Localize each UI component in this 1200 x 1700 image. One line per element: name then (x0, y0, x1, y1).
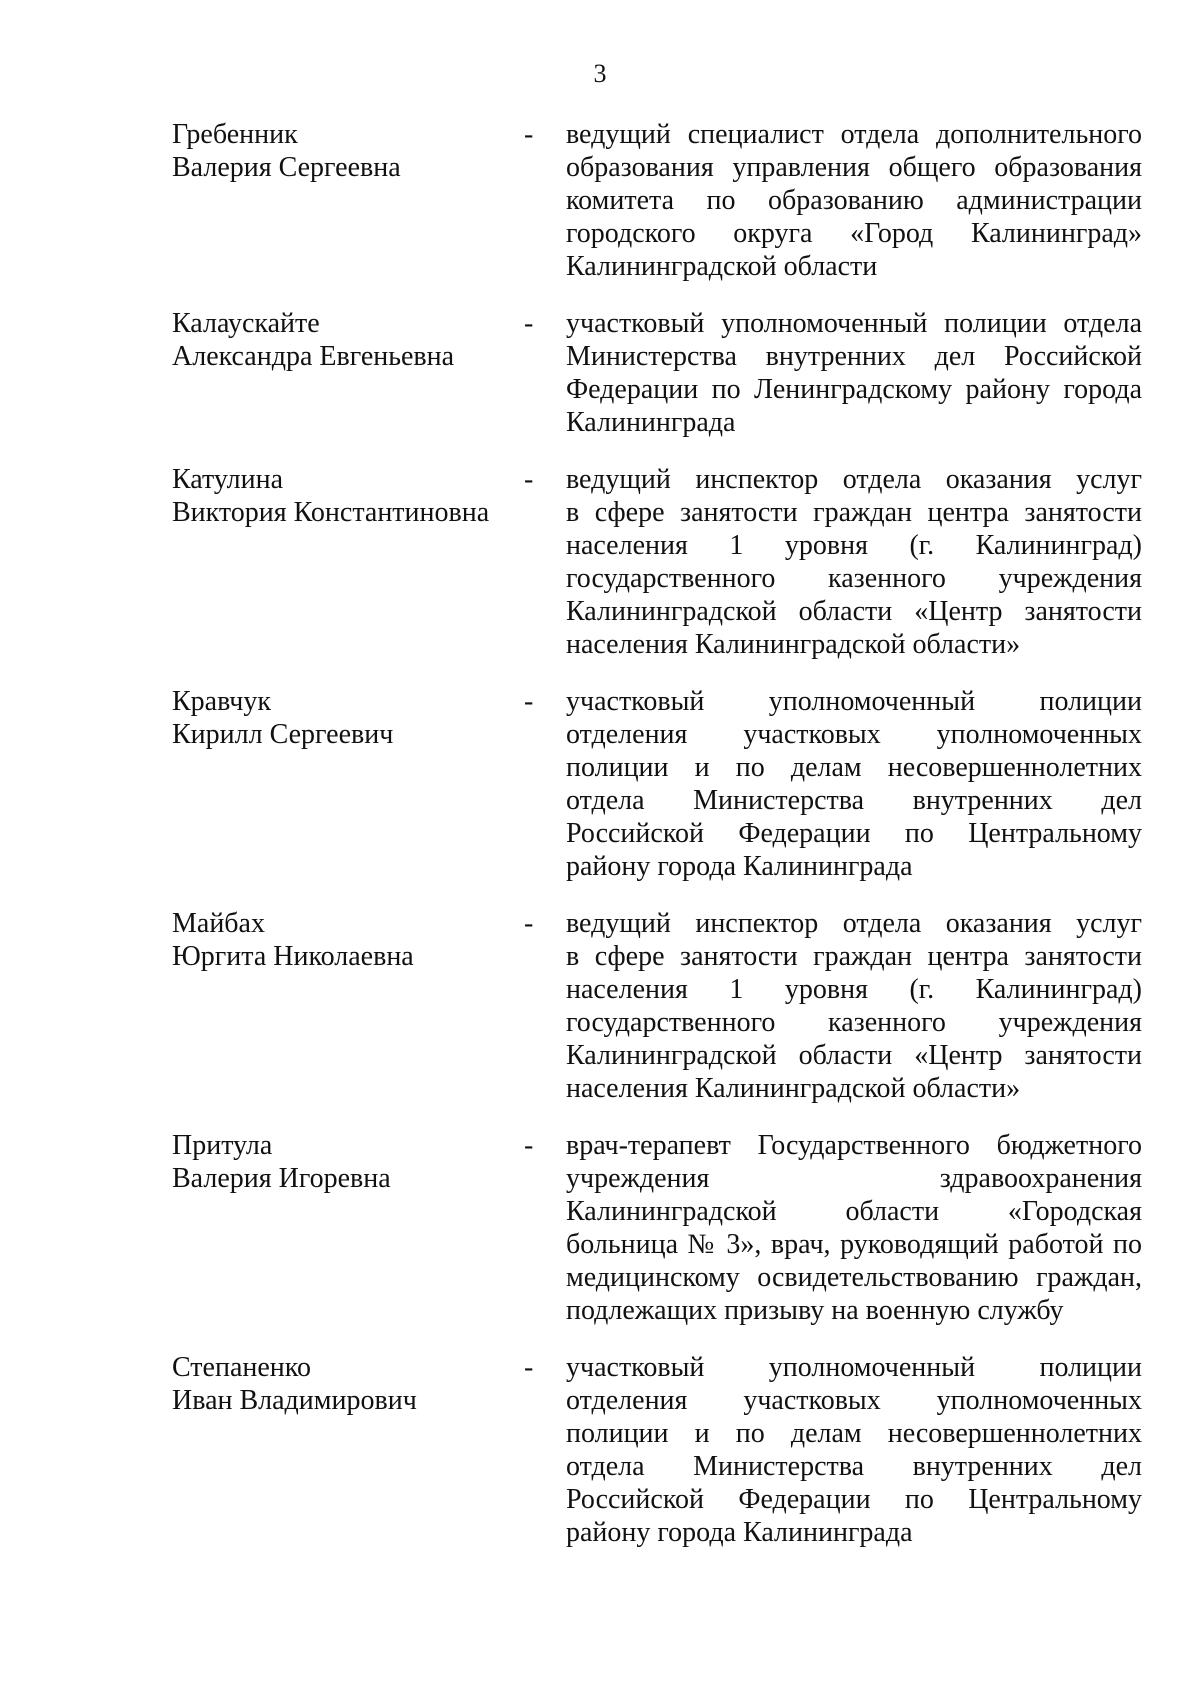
member-surname: Майбах (172, 908, 265, 939)
separator-dash: - (524, 908, 534, 939)
position-line: в сфере занятости граждан центра занятости (566, 497, 1142, 528)
member-name (172, 907, 502, 973)
member-given-names: Кирилл Сергеевич (172, 719, 394, 750)
position-line: ведущий инспектор отдела оказания услуг (566, 464, 1142, 495)
member-entry (0, 1351, 1200, 1549)
separator-dash: - (524, 686, 534, 717)
member-name (172, 1351, 502, 1417)
separator-dash: - (524, 308, 534, 339)
member-given-names: Юргита Николаевна (172, 941, 414, 972)
position-line: Федерации по Ленинградскому району города (566, 374, 1142, 405)
member-name (172, 1129, 502, 1195)
member-entry (0, 463, 1200, 661)
member-surname: Калаускайте (172, 308, 320, 339)
page-number: 3 (593, 59, 607, 88)
member-name (172, 307, 502, 373)
separator-dash: - (524, 1130, 534, 1161)
separator-dash: - (524, 119, 534, 150)
member-surname: Степаненко (172, 1352, 311, 1383)
position-line: Российской Федерации по Центральному (566, 818, 1142, 849)
position-line: полиции и по делам несовершеннолетних (566, 1418, 1142, 1449)
position-line: населения 1 уровня (г. Калининград) (566, 530, 1142, 561)
position-line: Российской Федерации по Центральному (566, 1484, 1142, 1515)
position-line: району города Калининграда (566, 1517, 913, 1548)
position-line: населения Калининградской области» (566, 1073, 1021, 1104)
member-surname: Кравчук (172, 686, 271, 717)
member-given-names: Валерия Игоревна (172, 1163, 391, 1194)
position-line: ведущий инспектор отдела оказания услуг (566, 908, 1142, 939)
position-line: комитета по образованию администрации (566, 185, 1142, 216)
member-entry (0, 307, 1200, 439)
position-line: отделения участковых уполномоченных (566, 719, 1142, 750)
position-line: врач-терапевт Государственного бюджетного (566, 1130, 1142, 1161)
member-surname: Гребенник (172, 119, 298, 150)
member-entry (0, 907, 1200, 1105)
member-surname: Катулина (172, 464, 284, 495)
member-given-names: Валерия Сергеевна (172, 152, 401, 183)
position-line: государственного казенного учреждения (566, 1007, 1142, 1038)
position-line: в сфере занятости граждан центра занятости (566, 941, 1142, 972)
member-position (566, 1129, 1142, 1327)
position-line: медицинскому освидетельствованию граждан, (566, 1262, 1142, 1293)
position-line: участковый уполномоченный полиции (566, 686, 1142, 717)
position-line: полиции и по делам несовершеннолетних (566, 752, 1142, 783)
position-line: учреждения здравоохранения (566, 1163, 1142, 1194)
position-line: больница № 3», врач, руководящий работой по (566, 1229, 1142, 1260)
member-given-names: Александра Евгеньевна (172, 341, 455, 372)
position-line: району города Калининграда (566, 851, 913, 882)
member-position (566, 307, 1142, 439)
position-line: Калининградской области (566, 251, 878, 282)
separator-dash: - (524, 464, 534, 495)
position-line: ведущий специалист отдела дополнительного (566, 119, 1142, 150)
member-position (566, 907, 1142, 1105)
position-line: населения 1 уровня (г. Калининград) (566, 974, 1142, 1005)
position-line: населения Калининградской области» (566, 629, 1021, 660)
position-line: Калининградской области «Центр занятости (566, 596, 1142, 627)
position-line: Калининграда (566, 407, 736, 438)
position-line: отделения участковых уполномоченных (566, 1385, 1142, 1416)
member-entry (0, 118, 1200, 283)
member-given-names: Виктория Константиновна (172, 497, 490, 528)
position-line: отдела Министерства внутренних дел (566, 1451, 1142, 1482)
position-line: Министерства внутренних дел Российской (566, 341, 1142, 372)
position-line: государственного казенного учреждения (566, 563, 1142, 594)
position-line: подлежащих призыву на военную службу (566, 1295, 1064, 1326)
position-line: Калининградской области «Городская (566, 1196, 1142, 1227)
position-line: участковый уполномоченный полиции (566, 1352, 1142, 1383)
member-given-names: Иван Владимирович (172, 1385, 417, 1416)
member-name (172, 685, 502, 751)
separator-dash: - (524, 1352, 534, 1383)
member-position (566, 1351, 1142, 1549)
member-list (0, 118, 1200, 1549)
member-name (172, 463, 502, 529)
position-line: городского округа «Город Калининград» (566, 218, 1142, 249)
member-position (566, 118, 1142, 283)
member-entry (0, 1129, 1200, 1327)
position-line: образования управления общего образования (566, 152, 1142, 183)
member-surname: Притула (172, 1130, 273, 1161)
member-position (566, 685, 1142, 883)
position-line: отдела Министерства внутренних дел (566, 785, 1142, 816)
position-line: участковый уполномоченный полиции отдела (566, 308, 1142, 339)
member-position (566, 463, 1142, 661)
member-entry (0, 685, 1200, 883)
member-name (172, 118, 502, 184)
position-line: Калининградской области «Центр занятости (566, 1040, 1142, 1071)
